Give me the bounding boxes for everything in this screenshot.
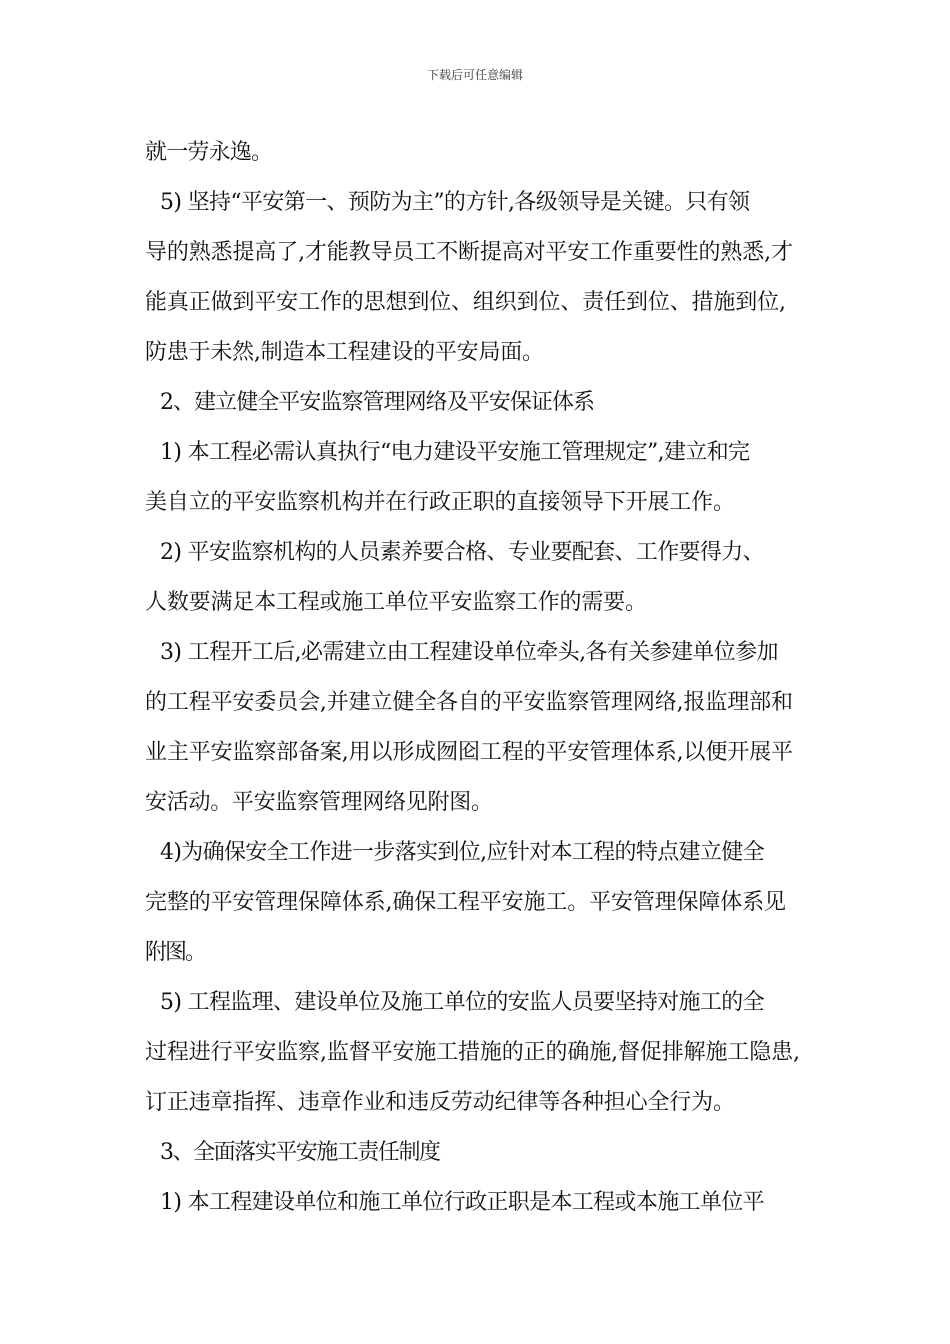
text-line: 过程进行平安监察,监督平安施工措施的正的确施,督促排解施工隐患, — [145, 1040, 800, 1065]
text-line: 完整的平安管理保障体系,确保工程平安施工。平安管理保障体系见 — [145, 890, 786, 915]
text-line: 4)为确保安全工作进一步落实到位,应针对本工程的特点建立健全 — [160, 840, 764, 865]
text-line: 美自立的平安监察机构并在行政正职的直接领导下开展工作。 — [145, 490, 735, 515]
text-line: 5) 工程监理、建设单位及施工单位的安监人员要坚持对施工的全 — [160, 990, 764, 1015]
text-line: 就一劳永逸。 — [145, 140, 273, 165]
text-line: 2) 平安监察机构的人员素养要合格、专业要配套、工作要得力、 — [160, 540, 764, 565]
text-line: 安活动。平安监察管理网络见附图。 — [145, 790, 493, 815]
text-line: 3) 工程开工后,必需建立由工程建设单位牵头,各有关参建单位参加 — [160, 640, 778, 665]
text-line: 附图。 — [145, 940, 206, 965]
text-line: 业主平安监察部备案,用以形成囫囵工程的平安管理体系,以便开展平 — [145, 740, 793, 765]
text-line: 防患于未然,制造本工程建设的平安局面。 — [145, 340, 544, 365]
text-line: 能真正做到平安工作的思想到位、组织到位、责任到位、措施到位, — [145, 290, 786, 315]
page-header: 下载后可任意编辑 — [426, 68, 523, 82]
text-line: 人数要满足本工程或施工单位平安监察工作的需要。 — [145, 590, 647, 615]
text-line: 3、全面落实平安施工责任制度 — [160, 1140, 440, 1165]
text-line: 导的熟悉提高了,才能教导员工不断提高对平安工作重要性的熟悉,才 — [145, 240, 793, 265]
text-line: 订正违章指挥、违章作业和违反劳动纪律等各种担心全行为。 — [145, 1090, 735, 1115]
text-line: 2、建立健全平安监察管理网络及平安保证体系 — [160, 390, 595, 415]
text-line: 的工程平安委员会,并建立健全各自的平安监察管理网络,报监理部和 — [145, 690, 793, 715]
text-line: 5) 坚持“平安第一、预防为主”的方针,各级领导是关键。只有领 — [160, 190, 750, 215]
text-line: 1) 本工程建设单位和施工单位行政正职是本工程或本施工单位平 — [160, 1190, 764, 1215]
text-line: 1) 本工程必需认真执行“电力建设平安施工管理规定”,建立和完 — [160, 440, 750, 465]
